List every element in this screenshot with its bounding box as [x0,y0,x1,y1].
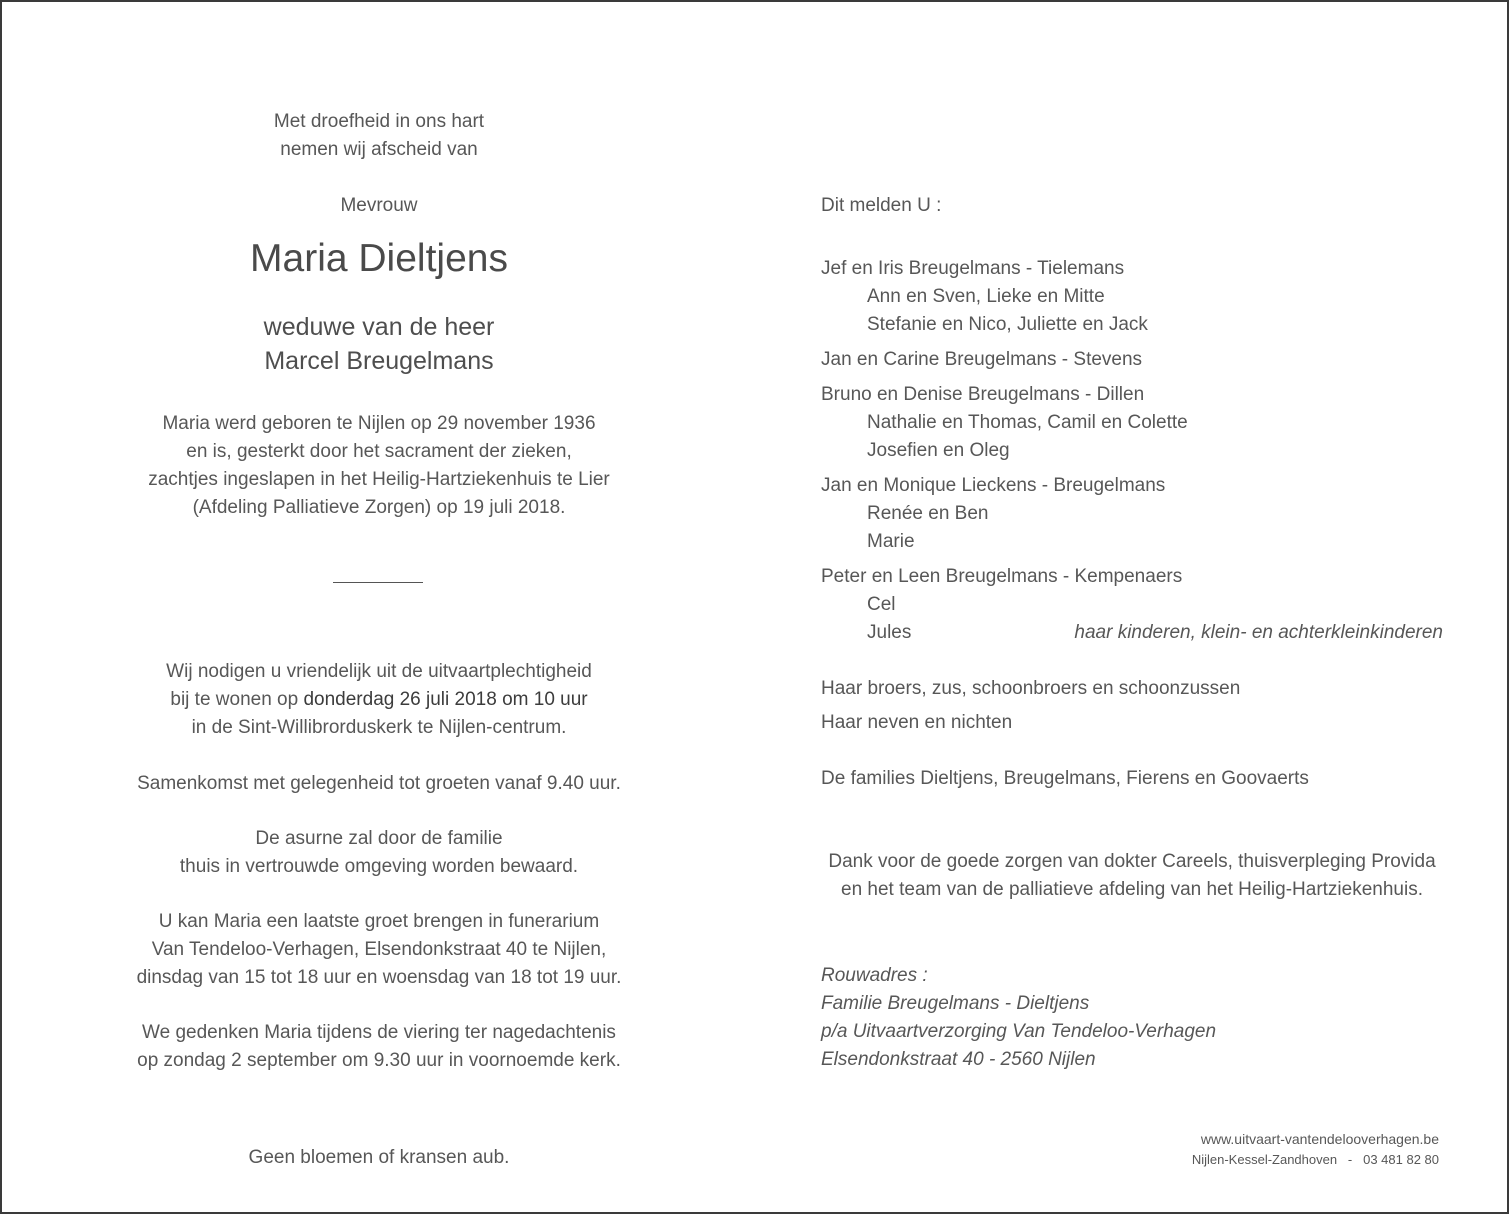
urn-line-2: thuis in vertrouwde omgeving worden bewaard. [179,856,579,877]
memorial-line-2: op zondag 2 september om 9.30 uur in voornoemde kerk. [137,1050,621,1071]
family-group-1-parent: Jef en Iris Breugelmans - Tielemans [821,258,1125,279]
family-group-3-parent: Bruno en Denise Breugelmans - Dillen [821,384,1145,405]
relatives-cousins: Haar neven en nichten [821,712,1013,733]
visit-info [102,908,656,992]
family-group-3-child-2: Josefien en Oleg [867,440,1010,461]
family-group-4-child-2: Marie [867,531,915,552]
family-group-4-parent: Jan en Monique Lieckens - Breugelmans [821,475,1166,496]
memorial-info [102,1019,656,1075]
family-group-5-parent: Peter en Leen Breugelmans - Kempenaers [821,566,1183,587]
bio-line-4: (Afdeling Palliatieve Zorgen) op 19 juli 2018. [192,497,566,518]
relatives-families: De families Dieltjens, Breugelmans, Fierens en Goovaerts [821,768,1309,789]
family-caption: haar kinderen, klein- en achterkleinkinderen [1074,622,1443,643]
spouse-info [102,310,656,378]
family-group-3-child-1: Nathalie en Thomas, Camil en Colette [867,412,1188,433]
bio-line-2: en is, gesterkt door het sacrament der zieken, [186,441,572,462]
funeral-home-footer [1192,1129,1439,1171]
announce-heading: Dit melden U : [821,195,942,216]
intro-line-2: nemen wij afscheid van [280,139,478,160]
footer-contact: Nijlen-Kessel-Zandhoven - 03 481 82 80 [1191,1152,1439,1167]
family-group-2-parent: Jan en Carine Breugelmans - Stevens [821,349,1143,370]
family-group-5-child-2: Jules [867,622,912,643]
spouse-line-2: Marcel Breugelmans [264,347,494,375]
memorial-line-1: We gedenken Maria tijdens de viering ter nagedachtenis [142,1022,616,1043]
thanks-note [782,848,1482,904]
thanks-line-2: en het team van de palliatieve afdeling van het Heilig-Hartziekenhuis. [841,879,1423,900]
spouse-line-1: weduwe van de heer [263,313,495,341]
visit-line-3: dinsdag van 15 tot 18 uur en woensdag van 18 tot 19 uur. [136,967,622,988]
family-group-1-child-1: Ann en Sven, Lieke en Mitte [867,286,1105,307]
address-line-3: Elsendonkstraat 40 - 2560 Nijlen [821,1049,1096,1070]
footer-website: www.uitvaart-vantendelooverhagen.be [1200,1131,1439,1147]
family-group-4-child-1: Renée en Ben [867,503,989,524]
address-line-2: p/a Uitvaartverzorging Van Tendeloo-Verhagen [821,1021,1217,1042]
family-group-1-child-2: Stefanie en Nico, Juliette en Jack [867,314,1148,335]
ceremony-line-3: in de Sint-Willibrorduskerk te Nijlen-centrum. [191,717,567,738]
title-prefix: Mevrouw [340,195,418,216]
biography [102,410,656,522]
address-line-1: Familie Breugelmans - Dieltjens [821,993,1090,1014]
bio-line-1: Maria werd geboren te Nijlen op 29 november 1936 [162,413,596,434]
ceremony-line-2-prefix: bij te wonen op [170,689,304,710]
visit-line-1: U kan Maria een laatste groet brengen in funerarium [158,911,600,932]
address-label: Rouwadres : [821,965,928,986]
deceased-name: Maria Dieltjens [250,237,508,280]
mourning-address [821,962,1216,1074]
ceremony-line-2 [102,686,656,714]
ceremony-date: donderdag 26 juli 2018 om 10 uur [303,689,588,710]
intro-text [102,108,656,164]
no-flowers-note: Geen bloemen of kransen aub. [248,1147,510,1168]
bio-line-3: zachtjes ingeslapen in het Heilig-Hartziekenhuis te Lier [148,469,610,490]
intro-line-1: Met droefheid in ons hart [273,111,485,132]
urn-info [102,825,656,881]
relatives-siblings: Haar broers, zus, schoonbroers en schoonzussen [821,678,1241,699]
gathering-info: Samenkomst met gelegenheid tot groeten vanaf 9.40 uur. [137,773,621,794]
family-group-5-child-1: Cel [867,594,896,615]
thanks-line-1: Dank voor de goede zorgen van dokter Careels, thuisverpleging Provida [828,851,1436,872]
urn-line-1: De asurne zal door de familie [255,828,503,849]
visit-line-2: Van Tendeloo-Verhagen, Elsendonkstraat 40 te Nijlen, [151,939,607,960]
ceremony-info [102,658,656,742]
ceremony-line-1: Wij nodigen u vriendelijk uit de uitvaartplechtigheid [166,661,592,682]
divider [333,582,423,583]
